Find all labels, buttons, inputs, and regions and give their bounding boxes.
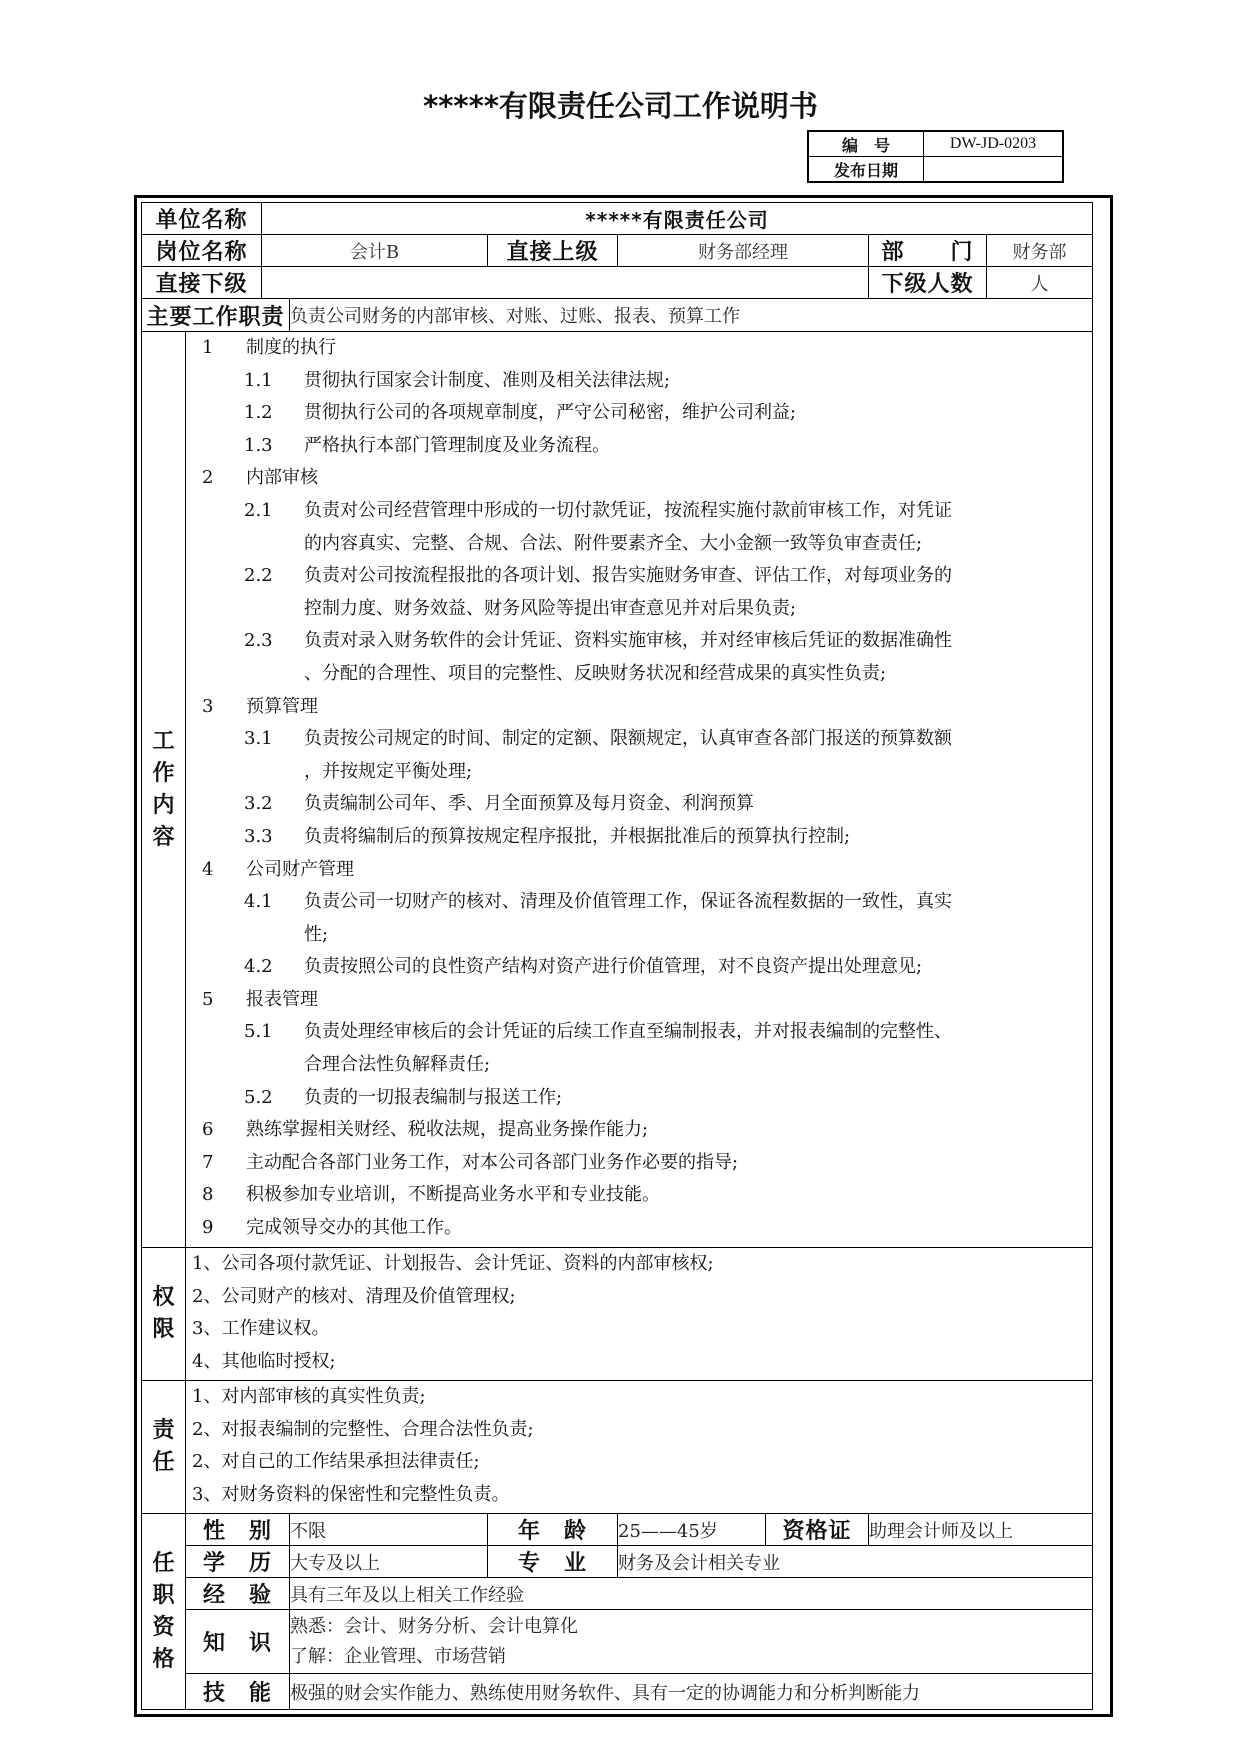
authority-item: 1、公司各项付款凭证、计划报告、会计凭证、资料的内部审核权;	[192, 1253, 714, 1274]
responsibility-item: 1、对内部审核的真实性负责;	[192, 1386, 426, 1407]
work-content-item	[186, 593, 1092, 626]
work-content-item	[186, 1147, 1092, 1180]
item-text: 负责编制公司年、季、月全面预算及每月资金、利润预算	[304, 793, 754, 815]
work-content-label-char: 作	[152, 760, 175, 786]
unit-name-label: 单位名称	[142, 203, 262, 235]
item-text: ，并按规定平衡处理;	[304, 760, 473, 782]
work-content-item	[186, 821, 1092, 854]
responsibility-body	[186, 1381, 1093, 1514]
job-description-frame	[134, 195, 1113, 1717]
work-content-item	[186, 1049, 1092, 1082]
work-content-item	[186, 625, 1092, 658]
main-duty-label: 主要工作职责	[142, 299, 290, 332]
qualification-label-char: 任	[152, 1550, 175, 1576]
item-text: 控制力度、财务效益、财务风险等提出审查意见并对后果负责;	[304, 597, 797, 619]
item-number: 4.2	[244, 956, 273, 978]
item-text: 负责按照公司的良性资产结构对资产进行价值管理，对不良资产提出处理意见;	[304, 956, 923, 978]
document-title: *****有限责任公司工作说明书	[423, 89, 818, 123]
work-content-item	[186, 658, 1092, 691]
item-text: 公司财产管理	[246, 858, 354, 880]
qualification-label-char: 职	[152, 1582, 175, 1608]
item-number: 7	[202, 1151, 214, 1173]
department-value: 财务部	[987, 235, 1093, 267]
doc-info-table	[807, 130, 1064, 183]
work-content-item	[186, 462, 1092, 495]
work-content-item	[186, 495, 1092, 528]
skill-value: 极强的财会实作能力、熟练使用财务软件、具有一定的协调能力和分析判断能力	[290, 1674, 1093, 1710]
experience-value: 具有三年及以上相关工作经验	[290, 1578, 1093, 1610]
subordinate-label: 直接下级	[142, 267, 262, 299]
knowledge-understand: 了解：企业管理、市场营销	[290, 1645, 507, 1667]
authority-label-char: 权	[152, 1285, 175, 1310]
certificate-value: 助理会计师及以上	[869, 1514, 1093, 1546]
certificate-label: 资格证	[766, 1514, 869, 1546]
item-number: 1.1	[244, 369, 273, 391]
item-number: 3	[202, 695, 214, 717]
authority-item: 2、公司财产的核对、清理及价值管理权;	[192, 1285, 516, 1307]
item-text: 积极参加专业培训，不断提高业务水平和专业技能。	[246, 1184, 660, 1206]
item-text: 合理合法性负解释责任;	[304, 1054, 491, 1076]
item-number: 1.3	[244, 434, 273, 456]
work-content-item	[186, 1082, 1092, 1115]
superior-label: 直接上级	[488, 235, 618, 267]
item-text: 贯彻执行公司的各项规章制度，严守公司秘密，维护公司利益;	[304, 402, 797, 424]
authority-body	[186, 1248, 1093, 1381]
item-text: 内部审核	[246, 467, 318, 489]
work-content-item	[186, 723, 1092, 756]
work-content-body	[186, 332, 1093, 1248]
item-number: 1	[202, 337, 214, 358]
work-content-item	[186, 528, 1092, 561]
work-content-item	[186, 984, 1092, 1017]
item-text: 负责对录入财务软件的会计凭证、资料实施审核，并对经审核后凭证的数据准确性	[304, 630, 952, 652]
age-label: 年 龄	[488, 1514, 618, 1546]
item-text: 负责的一切报表编制与报送工作;	[304, 1086, 563, 1108]
item-text: 性;	[304, 923, 329, 945]
item-number: 2.1	[244, 499, 273, 521]
subordinate-value	[262, 267, 869, 299]
responsibility-label	[142, 1381, 186, 1514]
education-label: 学 历	[186, 1546, 290, 1578]
qualification-label	[142, 1514, 186, 1710]
item-text: 负责按公司规定的时间、制定的定额、限额规定，认真审查各部门报送的预算数额	[304, 728, 952, 750]
superior-value: 财务部经理	[618, 235, 869, 267]
unit-name-value: *****有限责任公司	[262, 203, 1093, 235]
department-label: 部 门	[869, 235, 987, 267]
responsibility-item: 2、对报表编制的完整性、合理合法性负责;	[192, 1418, 534, 1440]
qualification-label-char: 格	[152, 1646, 175, 1672]
major-value: 财务及会计相关专业	[618, 1546, 1093, 1578]
position-name-label: 岗位名称	[142, 235, 262, 267]
item-number: 3.3	[244, 825, 273, 847]
authority-label-char: 限	[152, 1317, 175, 1342]
knowledge-label: 知 识	[186, 1610, 290, 1674]
knowledge-value	[290, 1610, 1093, 1674]
main-duty-value: 负责公司财务的内部审核、对账、过账、报表、预算工作	[290, 299, 1093, 332]
item-number: 4	[202, 858, 214, 880]
knowledge-familiar: 熟悉：会计、财务分析、会计电算化	[290, 1615, 579, 1637]
item-number: 8	[202, 1184, 214, 1206]
authority-item: 4、其他临时授权;	[192, 1350, 336, 1372]
item-text: 制度的执行	[246, 337, 336, 358]
work-content-label-char: 内	[152, 792, 175, 818]
job-description-table	[141, 202, 1093, 1710]
item-text: 负责处理经审核后的会计凭证的后续工作直至编制报表，并对报表编制的完整性、	[304, 1021, 952, 1043]
work-content-item	[186, 1212, 1092, 1245]
item-number: 2.2	[244, 565, 273, 587]
item-text: 的内容真实、完整、合规、合法、附件要素齐全、大小金额一致等负审查责任;	[304, 532, 923, 554]
work-content-label	[142, 332, 186, 1248]
education-value: 大专及以上	[290, 1546, 488, 1578]
work-content-item	[186, 788, 1092, 821]
item-number: 5.2	[244, 1086, 273, 1108]
item-number: 1.2	[244, 402, 273, 424]
work-content-item	[186, 430, 1092, 463]
item-text: 严格执行本部门管理制度及业务流程。	[304, 434, 610, 456]
item-text: 负责对公司按流程报批的各项计划、报告实施财务审查、评估工作，对每项业务的	[304, 565, 952, 587]
date-value	[924, 157, 1064, 183]
item-number: 5.1	[244, 1021, 273, 1043]
work-content-item	[186, 560, 1092, 593]
item-number: 3.2	[244, 793, 273, 815]
work-content-item	[186, 854, 1092, 887]
item-text: 负责对公司经营管理中形成的一切付款凭证，按流程实施付款前审核工作，对凭证	[304, 499, 952, 521]
item-number: 3.1	[244, 728, 273, 750]
work-content-item	[186, 886, 1092, 919]
gender-label: 性 别	[186, 1514, 290, 1546]
work-content-item	[186, 951, 1092, 984]
subordinate-count-value: 人	[987, 267, 1093, 299]
work-content-label-char: 工	[152, 728, 175, 754]
position-name-value: 会计B	[262, 235, 488, 267]
work-content-item	[186, 1016, 1092, 1049]
item-text: 负责公司一切财产的核对、清理及价值管理工作，保证各流程数据的一致性，真实	[304, 891, 952, 913]
item-text: 贯彻执行国家会计制度、准则及相关法律法规;	[304, 369, 671, 391]
item-text: 熟练掌握相关财经、税收法规，提高业务操作能力;	[246, 1119, 649, 1141]
work-content-item	[186, 332, 1092, 365]
item-text: 完成领导交办的其他工作。	[246, 1217, 462, 1239]
skill-label: 技 能	[186, 1674, 290, 1710]
work-content-item	[186, 1179, 1092, 1212]
age-value: 25——45岁	[618, 1514, 766, 1546]
responsibility-label-char: 任	[152, 1450, 175, 1475]
item-text: 报表管理	[246, 988, 318, 1010]
responsibility-item: 2、对自己的工作结果承担法律责任;	[192, 1451, 480, 1473]
date-label: 发布日期	[808, 157, 924, 183]
item-number: 4.1	[244, 891, 273, 913]
item-text: 主动配合各部门业务工作，对本公司各部门业务作必要的指导;	[246, 1151, 739, 1173]
item-number: 2.3	[244, 630, 273, 652]
item-number: 6	[202, 1119, 214, 1141]
authority-label	[142, 1248, 186, 1381]
work-content-item	[186, 691, 1092, 724]
work-content-item	[186, 756, 1092, 789]
item-text: 预算管理	[246, 695, 318, 717]
code-value: DW-JD-0203	[924, 131, 1064, 157]
work-content-list	[186, 332, 1092, 1245]
work-content-item	[186, 365, 1092, 398]
work-content-item	[186, 1114, 1092, 1147]
work-content-label-char: 容	[152, 824, 175, 850]
responsibility-label-char: 责	[152, 1418, 175, 1443]
experience-label: 经 验	[186, 1578, 290, 1610]
item-text: 、分配的合理性、项目的完整性、反映财务状况和经营成果的真实性负责;	[304, 662, 887, 684]
item-number: 9	[202, 1217, 214, 1239]
item-text: 负责将编制后的预算按规定程序报批，并根据批准后的预算执行控制;	[304, 825, 851, 847]
authority-item: 3、工作建议权。	[192, 1318, 330, 1340]
major-label: 专 业	[488, 1546, 618, 1578]
code-label: 编 号	[808, 131, 924, 157]
qualification-label-char: 资	[152, 1614, 175, 1640]
work-content-item	[186, 397, 1092, 430]
responsibility-item: 3、对财务资料的保密性和完整性负责。	[192, 1483, 510, 1505]
item-number: 2	[202, 467, 214, 489]
work-content-item	[186, 919, 1092, 952]
item-number: 5	[202, 988, 214, 1010]
subordinate-count-label: 下级人数	[869, 267, 987, 299]
gender-value: 不限	[290, 1514, 488, 1546]
